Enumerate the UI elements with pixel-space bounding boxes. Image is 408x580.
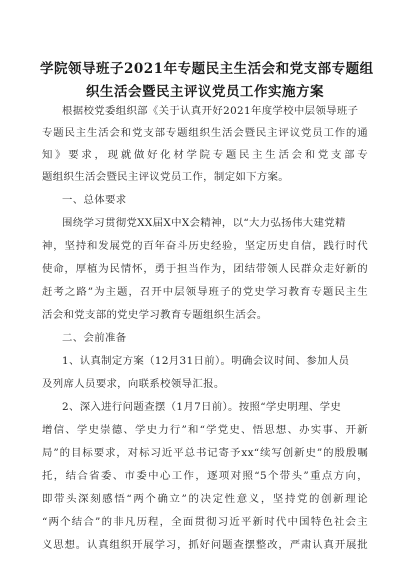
paragraph-line: 及列席人员要求，向联系校领导汇报。 <box>42 378 225 390</box>
paragraph-line: 义思想。认真组织开展学习，抓好问题查摆整改，严肃认真开展批 <box>42 539 368 551</box>
paragraph-line: “两个结合”的非凡历程，全面贯彻习近平新时代中国特色社会主 <box>42 516 368 528</box>
document-title-line-2: 织生活会暨民主评议党员工作实施方案 <box>86 84 324 100</box>
paragraph-line: 活会和党支部的党史学习教育专题组织生活会。 <box>42 309 268 321</box>
paragraph-line: 2、深入进行问题查摆（1月7日前）。按照“学史明理、学史 <box>62 401 342 413</box>
paragraph-line: 围绕学习贯彻党XX届X中X会精神，以“大力弘扬伟大建党精 <box>62 217 346 229</box>
paragraph-line: 增信、学史崇德、学史力行”和“学党史、悟思想、办实事、开新 <box>42 424 368 436</box>
section-heading: 一、总体要求 <box>62 194 127 206</box>
paragraph-line: 根据校党委组织部《关于认真开好2021年度学校中层领导班子 <box>62 105 359 117</box>
paragraph-line: 使命，厚植为民情怀，勇于担当作为，团结带领人民群众走好新的 <box>42 263 368 275</box>
paragraph-line: 1、认真制定方案（12月31日前）。明确会议时间、参加人员 <box>62 355 350 367</box>
paragraph-line: 专题民主生活会和党支部专题组织生活会暨民主评议党员工作的通 <box>42 127 368 139</box>
paragraph-line: 局”的目标要求，对标习近平总书记寄予xx“续写创新史”的殷殷嘱 <box>42 447 368 459</box>
section-heading: 二、会前准备 <box>62 332 127 344</box>
paragraph-line: 知》要求，现就做好化材学院专题民主生活会和党支部专 <box>42 149 368 161</box>
paragraph-line: 神，坚持和发展党的百年奋斗历史经验，坚定历史自信，践行时代 <box>42 240 368 252</box>
paragraph-line: 即带头深刻感悟“两个确立”的决定性意义，坚持党的创新理论 <box>42 493 368 505</box>
paragraph-line: 赶考之路”为主题，召开中层领导班子的党史学习教育专题民主生 <box>42 286 368 298</box>
paragraph-line: 题组织生活会暨民主评议党员工作，制定如下方案。 <box>42 171 290 183</box>
paragraph-line: 托，结合省委、市委中心工作，逐项对照“5个带头”重点方向， <box>42 470 368 482</box>
document-title-line-1: 学院领导班子2021年专题民主生活会和党支部专题组 <box>40 61 374 77</box>
